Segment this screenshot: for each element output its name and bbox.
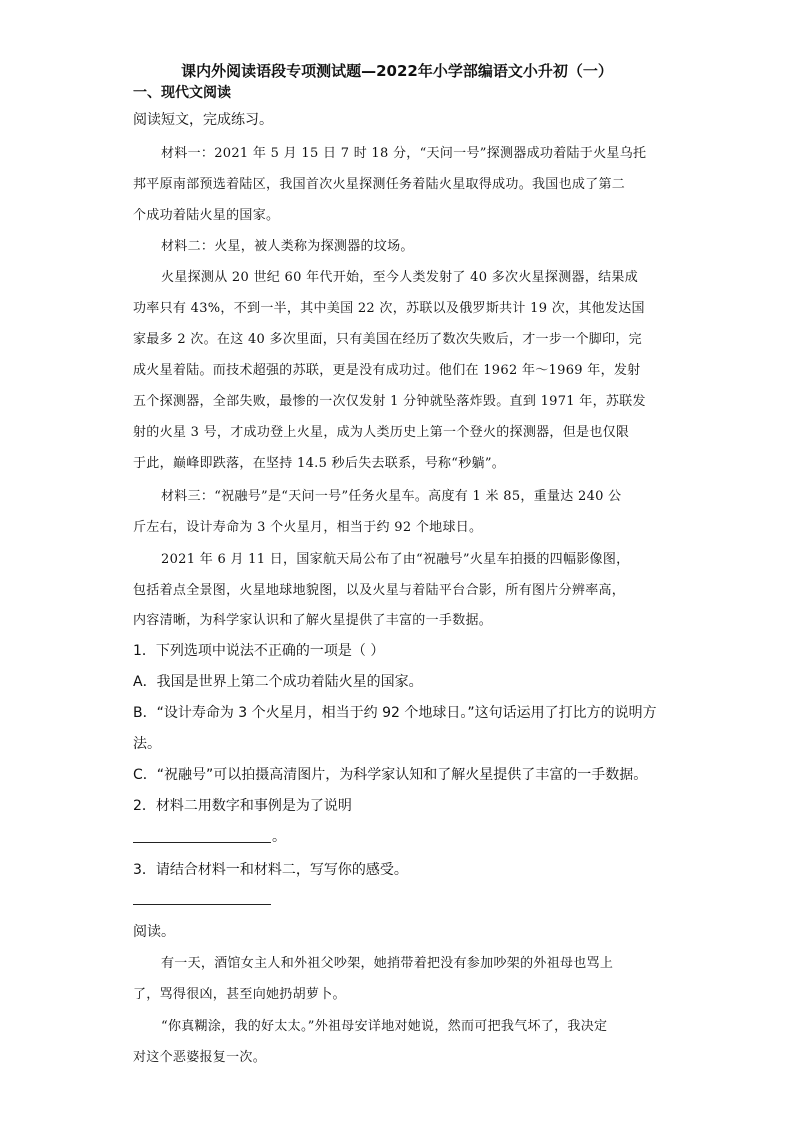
question-2-end: 。 <box>272 829 286 845</box>
material3-line: 材料三：“祝融号”是“天问一号”任务火星车。高度有 1 米 85，重量达 240 公 <box>161 489 622 504</box>
passage2-line: 对这个恶婆报复一次。 <box>133 1050 267 1065</box>
material2-title: 材料二：火星，被人类称为探测器的坟场。 <box>161 239 414 254</box>
material4-line: 2021 年 6 月 11 日，国家航天局公布了由“祝融号”火星车拍摄的四幅影像图， <box>161 552 630 567</box>
question-1-option-a: A．我国是世界上第二个成功着陆火星的国家。 <box>133 674 423 690</box>
question-2: 2．材料二用数字和事例是为了说明 <box>133 798 352 814</box>
passage2-line: “你真糊涂，我的好太太。”外祖母安详地对她说，然而可把我气坏了，我决定 <box>161 1019 608 1034</box>
reading-instruction-2: 阅读。 <box>133 924 175 940</box>
document-title: 课内外阅读语段专项测试题—2022年小学部编语文小升初（一） <box>181 62 613 80</box>
material1-line: 个成功着陆火星的国家。 <box>133 208 280 223</box>
material2-line: 射的火星 3 号，才成功登上火星，成为人类历史上第一个登火的探测器，但是也仅限 <box>133 425 630 440</box>
question-1-option-c: C．“祝融号”可以拍摄高清图片，为科学家认知和了解火星提供了丰富的一手数据。 <box>133 767 648 783</box>
material2-line: 火星探测从 20 世纪 60 年代开始，至今人类发射了 40 多次火星探测器，结果成 <box>161 270 639 285</box>
answer-blank-q3[interactable] <box>133 904 271 905</box>
passage2-line: 有一天，酒馆女主人和外祖父吵架，她捎带着把没有参加吵架的外祖母也骂上 <box>161 956 614 971</box>
question-3: 3．请结合材料一和材料二，写写你的感受。 <box>133 862 408 878</box>
section-heading: 一、现代文阅读 <box>133 85 231 101</box>
material2-line: 成火星着陆。而技术超强的苏联，更是没有成功过。他们在 1962 年～1969 年，发射 <box>133 363 641 378</box>
material4-line: 内容清晰，为科学家认识和了解火星提供了丰富的一手数据。 <box>133 613 493 628</box>
material3-line: 斤左右，设计寿命为 3 个火星月，相当于约 92 个地球日。 <box>133 520 483 535</box>
passage2-line: 了，骂得很凶，甚至向她扔胡萝卜。 <box>133 987 346 1002</box>
material1-line: 邦平原南部预选着陆区，我国首次火星探测任务着陆火星取得成功。我国也成了第二 <box>133 177 626 192</box>
reading-instruction: 阅读短文，完成练习。 <box>133 112 273 128</box>
material1-line: 材料一：2021 年 5 月 15 日 7 时 18 分，“天问一号”探测器成功着陆于火星乌托 <box>161 146 647 161</box>
question-1-option-b-cont: 法。 <box>133 736 161 752</box>
material4-line: 包括着点全景图，火星地球地貌图，以及火星与着陆平台合影，所有图片分辨率高， <box>133 583 626 598</box>
material2-line: 功率只有 43%，不到一半，其中美国 22 次，苏联以及俄罗斯共计 19 次，其他发达国 <box>133 301 645 316</box>
material2-line: 于此，巅峰即跌落，在坚持 14.5 秒后失去联系，号称“秒躺”。 <box>133 456 506 471</box>
question-1: 1．下列选项中说法不正确的一项是（ ） <box>133 643 385 659</box>
answer-blank-q2[interactable] <box>133 842 271 843</box>
material2-line: 家最多 2 次。在这 40 多次里面，只有美国在经历了数次失败后，才一步一个脚印，完 <box>133 332 642 347</box>
material2-line: 五个探测器，全部失败，最惨的一次仅发射 1 分钟就坠落炸毁。直到 1971 年，苏联发 <box>133 394 646 409</box>
question-1-option-b: B．“设计寿命为 3 个火星月，相当于约 92 个地球日。”这句话运用了打比方的说明方 <box>133 705 657 721</box>
